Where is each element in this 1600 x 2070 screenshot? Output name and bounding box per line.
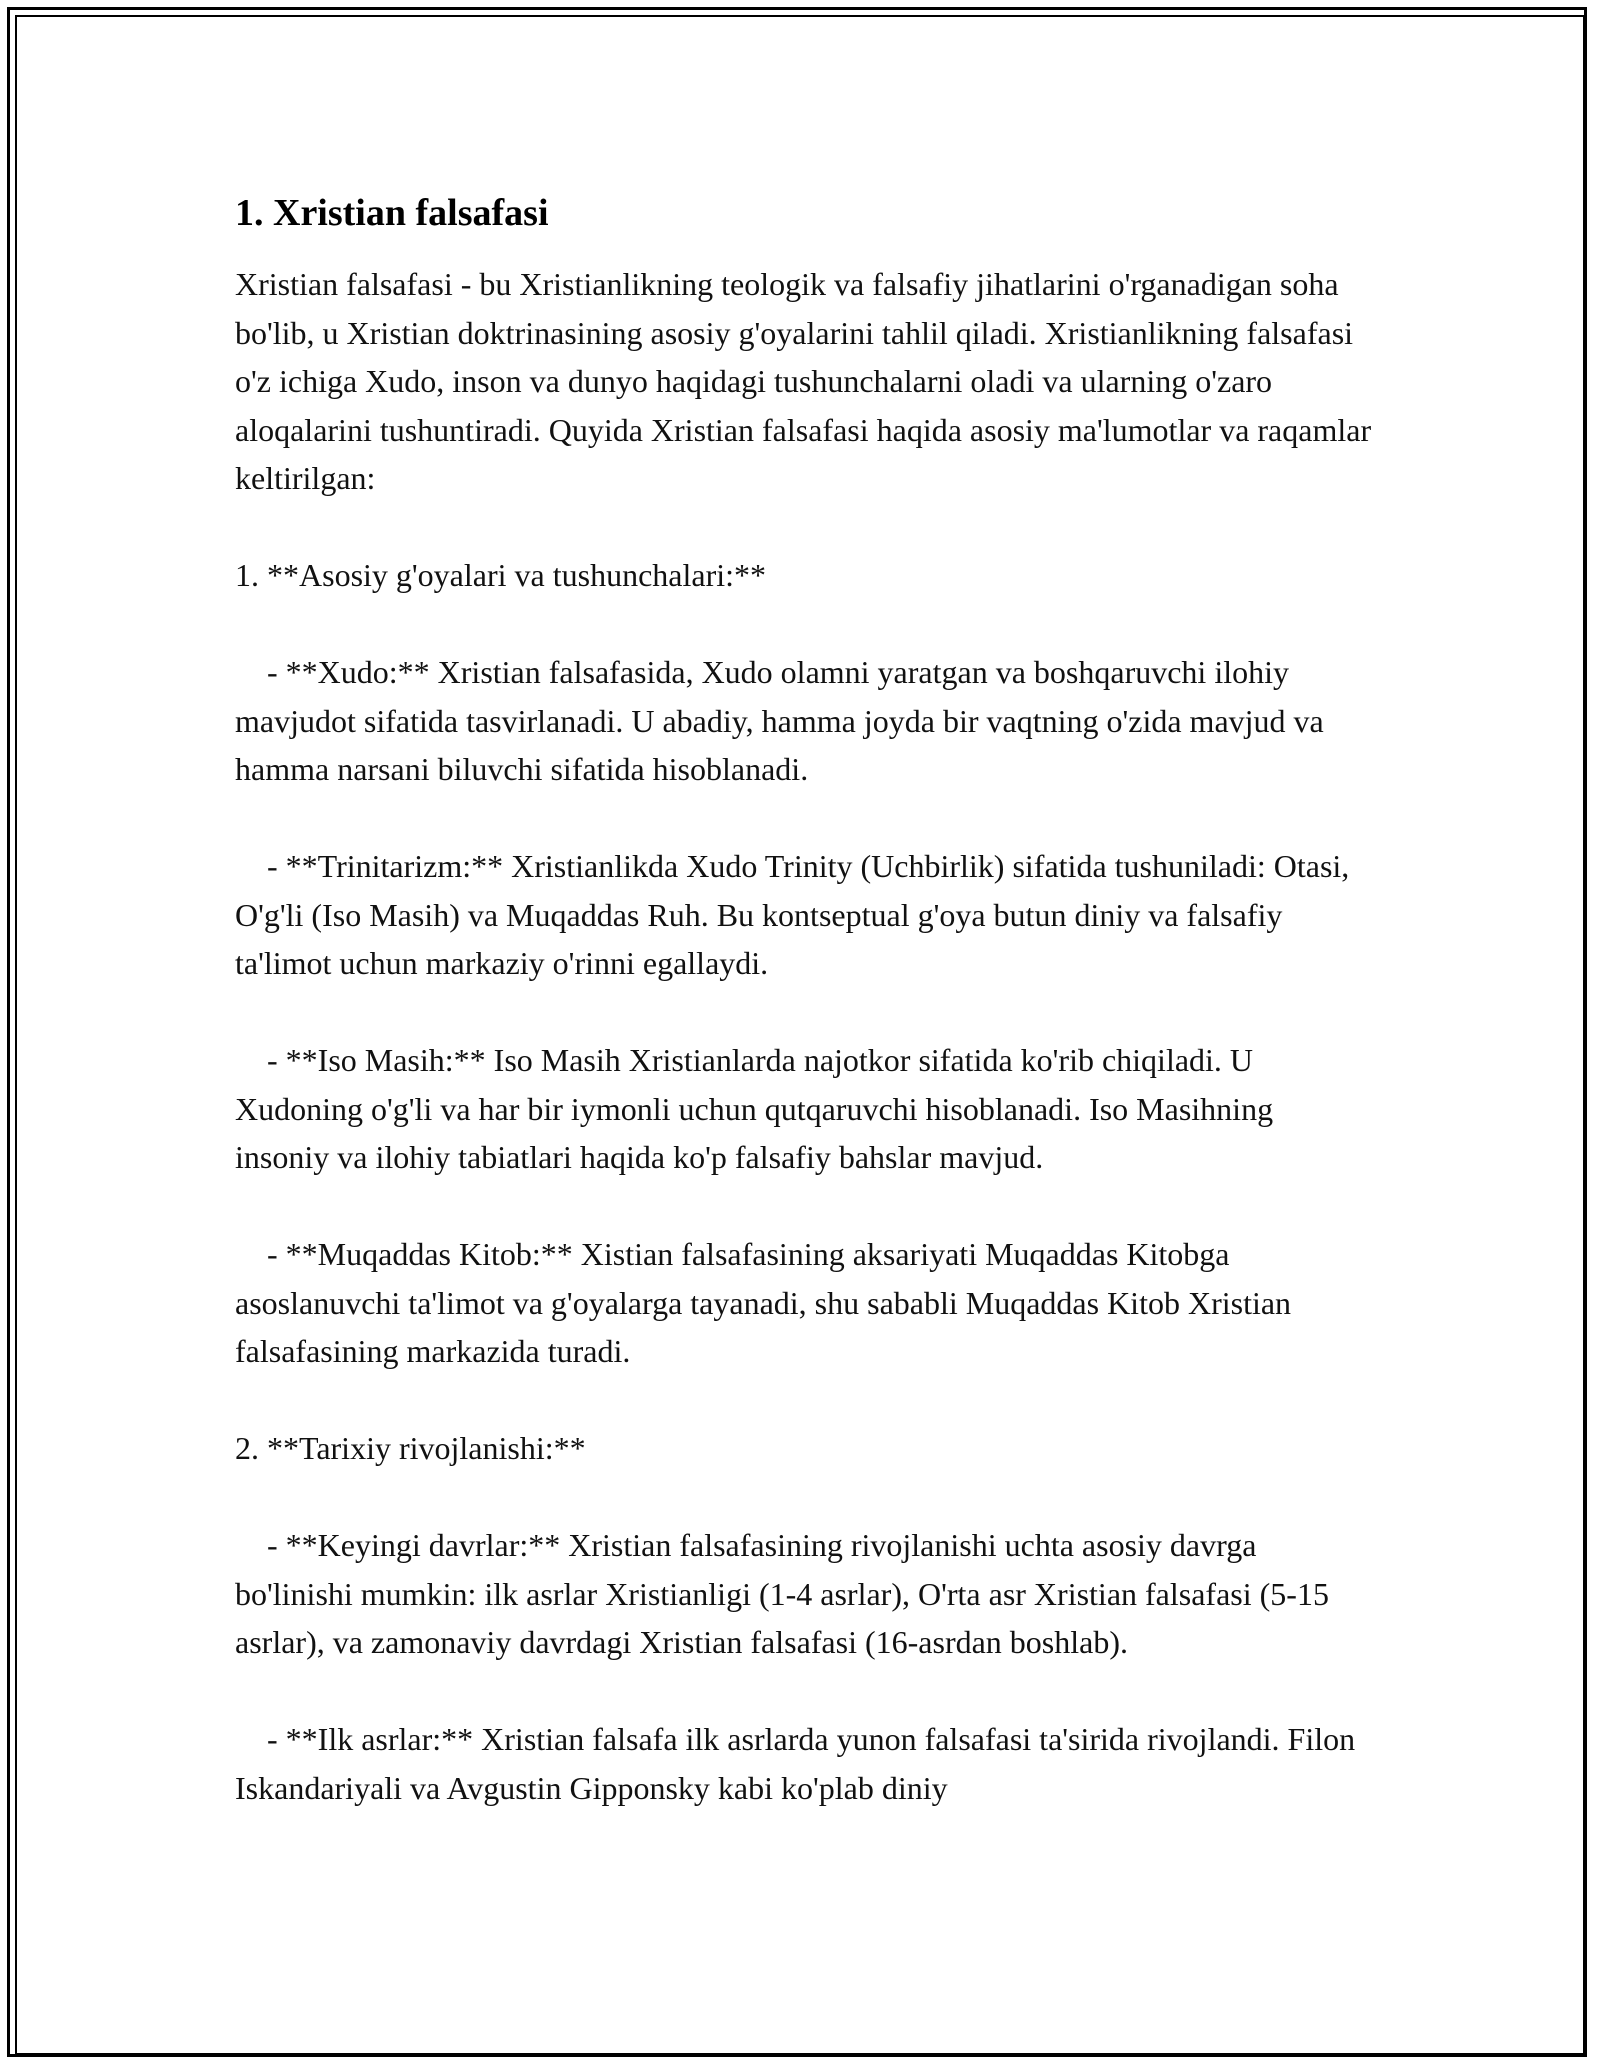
paragraph-gap bbox=[235, 1667, 1375, 1716]
document-title: 1. Xristian falsafasi bbox=[235, 192, 549, 234]
paragraph-gap bbox=[235, 1182, 1375, 1231]
document-body bbox=[235, 188, 1380, 1812]
list-item-trinitarizm: - **Trinitarizm:** Xristianlikda Xudo Trinity (Uchbirlik) sifatida tushuniladi: Otasi, O'g'li (Iso Masih) va Muqaddas Ruh. Bu kontseptual g'oya butun diniy va falsafiy ta'limot uchun markaziy o'rinni egallaydi. bbox=[235, 848, 1358, 981]
list-item-xudo: - **Xudo:** Xristian falsafasida, Xudo olamni yaratgan va boshqaruvchi ilohiy mavjudot sifatida tasvirlanadi. U abadiy, hamma joyda bir vaqtning o'zida mavjud va hamma narsani biluvchi sifatida hisoblanadi. bbox=[235, 654, 1332, 787]
list-item-ilk-asrlar: - **Ilk asrlar:** Xristian falsafa ilk asrlarda yunon falsafasi ta'sirida rivojlandi. Filon Iskandariyali va Avgustin Gipponsky kabi ko'plab diniy bbox=[235, 1721, 1364, 1806]
section-heading-ideas: 1. **Asosiy g'oyalari va tushunchalari:** bbox=[235, 557, 766, 593]
list-item-keyingi-davrlar: - **Keyingi davrlar:** Xristian falsafasining rivojlanishi uchta asosiy davrga bo'linishi mumkin: ilk asrlar Xristianligi (1-4 asrlar), O'rta asr Xristian falsafasi (5-15 asrlar), va zamonaviy davrdagi Xristian falsafasi (16-asrdan boshlab). bbox=[235, 1527, 1337, 1660]
intro-paragraph: Xristian falsafasi - bu Xristianlikning teologik va falsafiy jihatlarini o'rganadigan soha bo'lib, u Xristian doktrinasining asosiy g'oyalarini tahlil qiladi. Xristianlikning falsafasi o'z ichiga Xudo, inson va dunyo haqidagi tushunchalarni oladi va ularning o'zaro aloqalarini tushuntiradi. Quyida Xristian falsafasi haqida asosiy ma'lumotlar va raqamlar keltirilgan: bbox=[235, 266, 1380, 496]
paragraph-gap bbox=[235, 503, 1375, 552]
paragraph-gap bbox=[235, 600, 1375, 649]
list-item-muqaddas-kitob: - **Muqaddas Kitob:** Xistian falsafasining aksariyati Muqaddas Kitobga asoslanuvchi ta'limot va g'oyalarga tayanadi, shu sababli Muqaddas Kitob Xristian falsafasining markazida turadi. bbox=[235, 1236, 1300, 1369]
paragraph-gap bbox=[235, 794, 1375, 843]
list-item-iso-masih: - **Iso Masih:** Iso Masih Xristianlarda najotkor sifatida ko'rib chiqiladi. U Xudoning o'g'li va har bir iymonli uchun qutqaruvchi hisoblanadi. Iso Masihning insoniy va ilohiy tabiatlari haqida ko'p falsafiy bahslar mavjud. bbox=[235, 1042, 1282, 1175]
paragraph-gap bbox=[235, 1376, 1375, 1425]
paragraph-gap bbox=[235, 988, 1375, 1037]
paragraph-gap bbox=[235, 1473, 1375, 1522]
section-heading-history: 2. **Tarixiy rivojlanishi:** bbox=[235, 1430, 586, 1466]
